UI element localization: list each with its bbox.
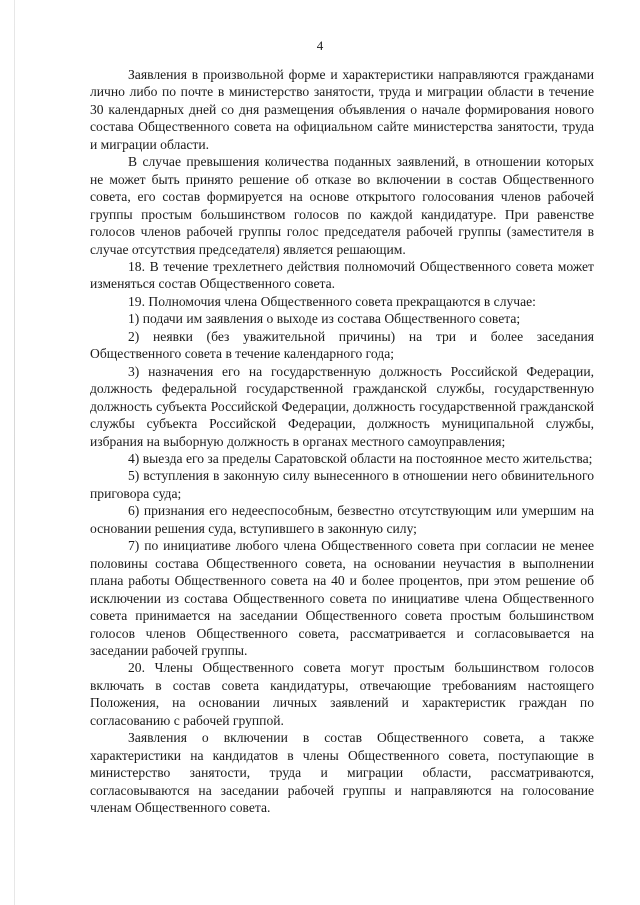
paragraph-item-19-5: 5) вступления в законную силу вынесенного в отношении него обвинительного приговора суда; bbox=[90, 468, 594, 501]
paragraph-applications-submission: Заявления в произвольной форме и характеристики направляются гражданами лично либо по почте в министерство занятости, труда и миграции области в течение 30 календарных дней со дня размещения объявления о начале формирования нового состава Общественного совета на официальном сайте министерства занятости, труда и миграции области. bbox=[90, 67, 594, 152]
paragraph-item-19-4: 4) выезда его за пределы Саратовской области на постоянное место жительства; bbox=[128, 450, 593, 466]
paragraph-item-19: 19. Полномочия члена Общественного совета прекращаются в случае: bbox=[128, 293, 536, 309]
paragraph-excess-applications: В случае превышения количества поданных заявлений, в отношении которых не может быть принято решение об отказе во включении в состав Общественного совета, его состав формируется на основе открытого голосования членов рабочей группы простым большинством голосов по каждой кандидатуре. При равенстве голосов членов рабочей группы голос председателя рабочей группы (заместителя в случае отсутствия председателя) является решающим. bbox=[90, 154, 594, 257]
paragraph-item-19-2: 2) неявки (без уважительной причины) на три и более заседания Общественного совета в течение календарного года; bbox=[90, 328, 594, 362]
paragraph-item-19-7: 7) по инициативе любого члена Общественного совета при согласии не менее половины состава Общественного совета, на основании неучастия в выполнении плана работы Общественного совета на 40 и более процентов, при этом решение об исключении из состава Общественного совета по инициативе члена Общественного совета принимается на заседании Общественного совета простым большинством голосов членов Общественного совета, рассматривается и согласовывается на заседании рабочей группы. bbox=[90, 538, 594, 658]
page-number: 4 bbox=[316, 38, 324, 53]
paragraph-item-19-6: 6) признания его недееспособным, безвестно отсутствующим или умершим на основании решения суда, вступившего в законную силу; bbox=[90, 503, 594, 536]
paragraph-item-19-3: 3) назначения его на государственную должность Российской Федерации, должность федеральной государственной гражданской службы, государственную должность субъекта Российской Федерации, должность государственной гражданской службы субъекта Российской Федерации, должность муниципальной службы, избрания на выборную должность в органах местного самоуправления; bbox=[90, 363, 594, 449]
paragraph-item-20: 20. Члены Общественного совета могут простым большинством голосов включать в состав совета кандидатуры, отвечающие требованиям настоящего Положения, на основании личных заявлений и характеристик граждан по согласованию с рабочей группой. bbox=[90, 660, 594, 728]
paragraph-item-18: 18. В течение трехлетнего действия полномочий Общественного совета может изменяться состав Общественного совета. bbox=[90, 258, 594, 292]
paragraph-inclusion-applications: Заявления о включении в состав Общественного совета, а также характеристики на кандидатов в члены Общественного совета, поступающие в министерство занятости, труда и миграции области, рассматриваются, согласовываются на заседании рабочей группы и направляются на голосование членам Общественного совета. bbox=[90, 730, 594, 816]
document-body bbox=[90, 66, 594, 816]
scan-edge-line bbox=[14, 0, 15, 905]
paragraph-item-19-1: 1) подачи им заявления о выходе из состава Общественного совета; bbox=[128, 311, 521, 327]
